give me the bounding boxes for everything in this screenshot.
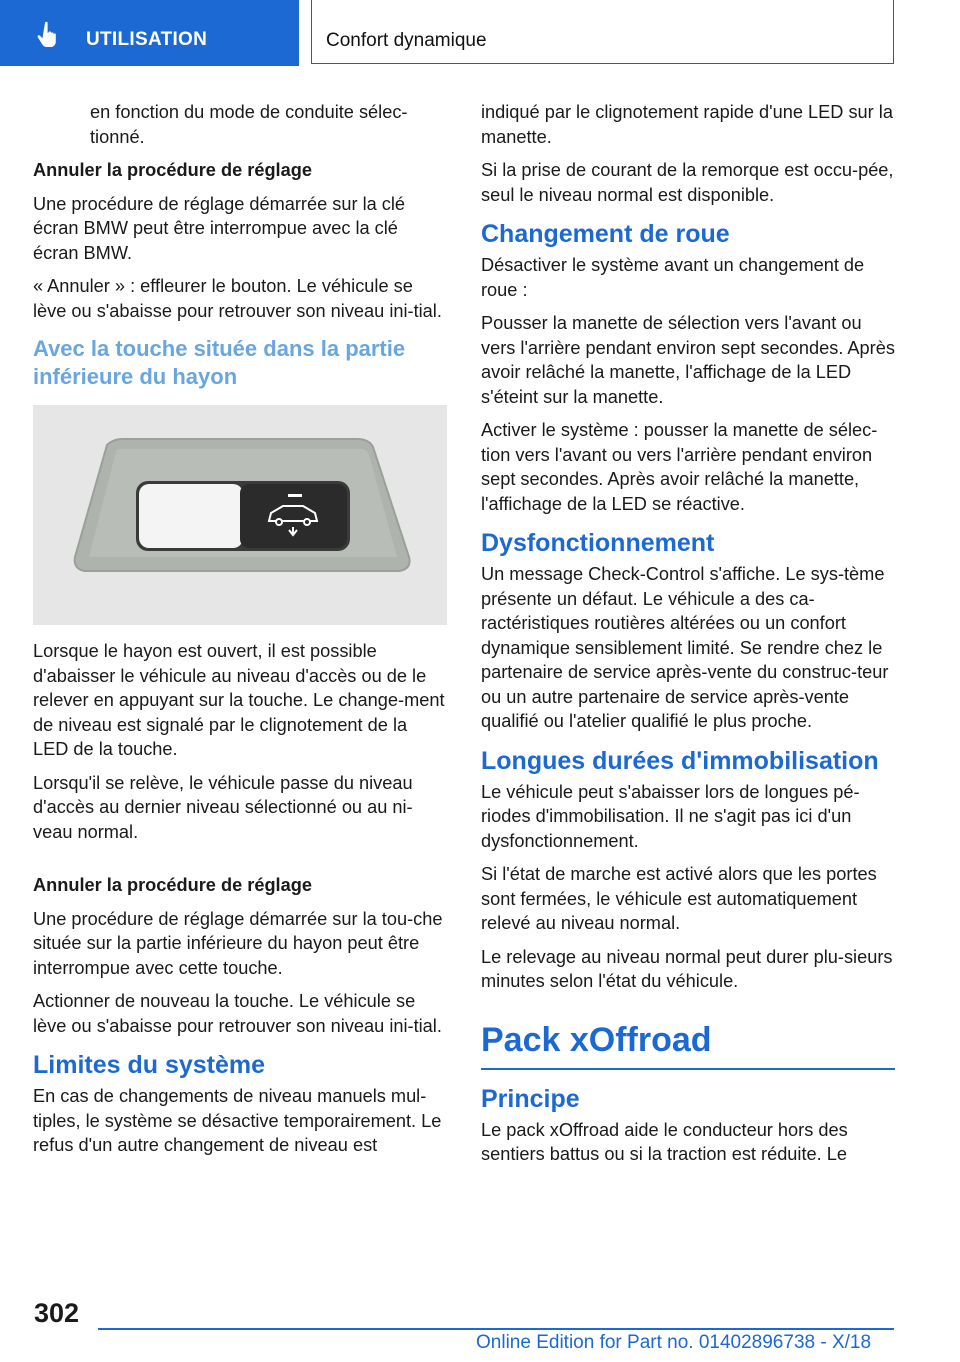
limits-heading: Limites du système [33, 1051, 266, 1079]
section-label: UTILISATION [86, 29, 208, 50]
cancel-subheading-2: Annuler la procédure de réglage [33, 875, 312, 895]
paragraph: Une procédure de réglage démarrée sur la tou-che située sur la partie inférieure du hayon peut être interrompue avec cette touche. [33, 908, 443, 978]
page-header [0, 0, 960, 66]
paragraph: Le pack xOffroad aide le conducteur hors des sentiers battus ou si la traction est réduite. Le [481, 1119, 848, 1164]
paragraph: Si l'état de marche est activé alors que les portes sont fermées, le véhicule est automatiquement relevé au niveau normal. [481, 864, 877, 933]
footer-divider [98, 1328, 894, 1330]
edition-note: Online Edition for Part no. 01402896738 - X/18 [476, 1332, 872, 1353]
section-tab [0, 0, 299, 66]
wheel-change-heading: Changement de roue [481, 220, 730, 248]
paragraph: « Annuler » : effleurer le bouton. Le véhicule se lève ou s'abaisse pour retrouver son niveau ini-tial. [33, 276, 442, 321]
right-column [481, 100, 895, 1176]
paragraph: Actionner de nouveau la touche. Le véhicule se lève ou s'abaisse pour retrouver son niveau ini-tial. [33, 991, 442, 1036]
hand-pointer-icon [34, 20, 64, 50]
paragraph: Le relevage au niveau normal peut durer plu-sieurs minutes selon l'état du véhicule. [481, 946, 893, 991]
paragraph: En cas de changements de niveau manuels mul-tiples, le système se désactive temporairement. Le refus d'un autre changement de niveau est [33, 1086, 442, 1155]
chapter-label: Confort dynamique [326, 30, 487, 51]
paragraph: Le véhicule peut s'abaisser lors de longues pé-riodes d'immobilisation. Il ne s'agit pas ici d'un dysfonctionnement. [481, 781, 860, 851]
principle-heading: Principe [481, 1084, 580, 1113]
paragraph: Pousser la manette de sélection vers l'avant ou vers l'arrière pendant environ sept secondes. Après avoir relâché la manette, l'affichage de la LED s'éteint sur la manette. [481, 313, 895, 407]
page-number: 302 [34, 1298, 80, 1328]
paragraph: Désactiver le système avant un changement de roue : [481, 255, 865, 300]
paragraph: Activer le système : pousser la manette de sélec-tion vers l'avant ou vers l'arrière pendant environ sept secondes. Après avoir relâché la manette, l'affichage de la LED se réactive. [481, 420, 878, 514]
xoffroad-heading: Pack xOffroad [481, 1020, 895, 1070]
paragraph: Lorsque le hayon est ouvert, il est possible d'abaisser le véhicule au niveau d'accès ou de le relever en appuyant sur la touche. Le change-ment de niveau est signalé par le clignotement de la LED de la touche. [33, 641, 445, 759]
tailgate-button-figure [33, 405, 447, 625]
left-column [33, 100, 447, 1167]
paragraph: Une procédure de réglage démarrée sur la clé écran BMW peut être interrompue avec la clé écran BMW. [33, 193, 406, 263]
paragraph: indiqué par le clignotement rapide d'une LED sur la manette. [481, 102, 893, 147]
tailgate-button-illustration [33, 405, 447, 625]
tailgate-button-heading: Avec la touche située dans la partie inférieure du hayon [33, 336, 406, 389]
malfunction-heading: Dysfonctionnement [481, 529, 715, 557]
paragraph: Un message Check-Control s'affiche. Le sys-tème présente un défaut. Le véhicule a des ca-ractéristiques routières altérées ou un confort dynamique sensiblement limité. Se rendre chez le partenaire de service après-vente du construc-teur ou un autre partenaire de service après-vente qualifié ou l'atelier qualifié le plus proche. [481, 564, 889, 731]
chapter-box [311, 0, 894, 64]
long-immobilization-heading: Longues durées d'immobilisation [481, 746, 879, 775]
paragraph: Lorsqu'il se relève, le véhicule passe du niveau d'accès au dernier niveau sélectionné ou au ni-veau normal. [33, 772, 413, 842]
paragraph: Si la prise de courant de la remorque est occu-pée, seul le niveau normal est disponible. [481, 160, 894, 205]
cancel-subheading: Annuler la procédure de réglage [33, 160, 312, 180]
intro-paragraph: en fonction du mode de conduite sélec-tionné. [90, 102, 408, 147]
